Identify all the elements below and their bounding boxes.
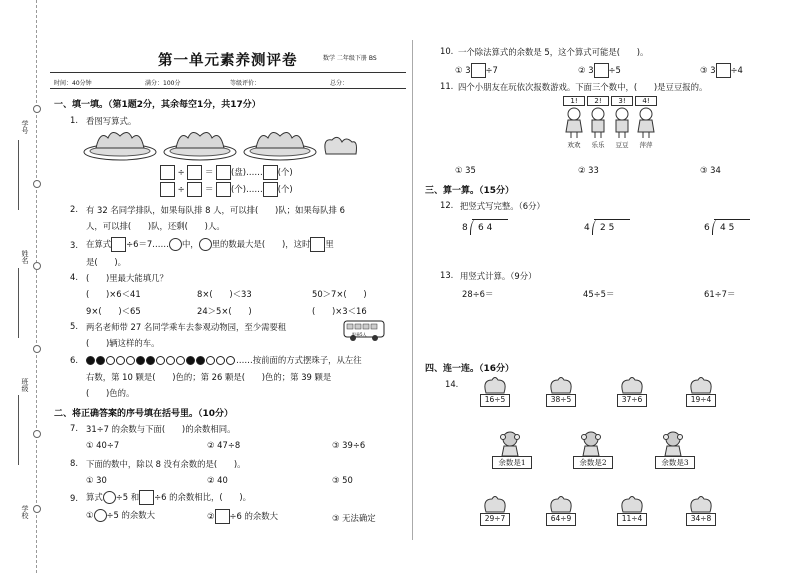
option-number: ① — [455, 65, 463, 75]
answer-box — [594, 63, 609, 78]
question-number: 2. — [70, 204, 78, 214]
header-line — [50, 88, 406, 89]
option[interactable] — [455, 63, 498, 78]
fill-line[interactable] — [18, 140, 19, 210]
peach-card[interactable] — [617, 495, 647, 523]
answer-box[interactable] — [263, 165, 278, 180]
unit-label: (个) — [277, 167, 293, 177]
peach-card[interactable] — [686, 495, 716, 523]
speech-bubble: 1! — [563, 96, 585, 106]
option-text: 3 — [465, 65, 471, 75]
peach-icon — [546, 376, 576, 394]
remainder-label: 余数是1 — [492, 456, 532, 469]
answer-box[interactable] — [187, 182, 202, 197]
question-text: ( )里最大能填几？ — [86, 273, 168, 283]
peach-card[interactable] — [617, 376, 647, 404]
kid-name: 欢欢 — [567, 141, 581, 149]
option-number: ② — [578, 65, 586, 75]
peach-expression: 11÷4 — [617, 513, 647, 526]
question-text: ÷6 的余数相比，( )。 — [154, 492, 252, 502]
unit-label: (盘)…… — [231, 167, 263, 177]
kid-name: 豆豆 — [615, 141, 629, 149]
question-text: ……按前面的方式摆珠子，从左往 — [236, 355, 362, 365]
question-text: 右数，第 10 颗是( )色的；第 26 颗是( )色的；第 39 颗是 — [86, 372, 332, 382]
black-bead-icon — [86, 356, 95, 365]
peach-plates-image — [82, 126, 382, 162]
peach-icon — [617, 495, 647, 513]
peach-card[interactable] — [480, 376, 510, 404]
peach-icon — [546, 495, 576, 513]
question-number: 9. — [70, 493, 78, 503]
section-heading: 一、填一填。（第1题2分，其余每空1分，共17分） — [54, 100, 261, 110]
option-number: ② — [207, 511, 215, 521]
black-bead-icon — [186, 356, 195, 365]
question-text: 有 32 名同学排队，如果每队排 8 人，可以排( )队；如果每队排 6 — [86, 205, 345, 215]
option[interactable]: ① 40÷7 — [86, 440, 120, 450]
answer-box — [215, 509, 230, 524]
question-number: 14. — [445, 379, 459, 389]
question-text: 是( )。 — [86, 257, 127, 267]
remainder-label: 余数是3 — [655, 456, 695, 469]
question-number: 8. — [70, 458, 78, 468]
question-text: 四个小朋友在玩依次报数游戏。下面三个数中，( )是豆豆报的。 — [458, 82, 708, 92]
binding-line — [36, 0, 37, 573]
peach-expression: 19÷4 — [686, 394, 716, 407]
option-text: 3 — [588, 65, 594, 75]
inequality-item: ( )×6＜41 — [86, 289, 141, 299]
speech-bubble: 4! — [635, 96, 657, 106]
question-number: 7. — [70, 423, 78, 433]
answer-box[interactable] — [111, 237, 126, 252]
binding-hole — [33, 505, 41, 513]
white-bead-icon — [106, 356, 115, 365]
binding-hole — [33, 180, 41, 188]
fill-line[interactable] — [18, 395, 19, 465]
division-bar — [594, 219, 630, 220]
calc-item[interactable]: 28÷6＝ — [462, 289, 494, 299]
header-line — [50, 72, 406, 73]
answer-box — [716, 63, 731, 78]
answer-circle[interactable] — [103, 491, 116, 504]
peach-expression: 37÷6 — [617, 394, 647, 407]
kid-figure — [563, 96, 585, 149]
grade-label: 等级评价： — [230, 80, 261, 87]
question-number: 4. — [70, 272, 78, 282]
child-icon — [635, 106, 657, 138]
question-text: 里 — [325, 239, 334, 249]
monkey-icon — [492, 430, 528, 456]
monkey-icon — [573, 430, 609, 456]
option-text: ÷5 — [608, 65, 621, 75]
question-number: 10. — [440, 46, 454, 56]
question-number: 3. — [70, 240, 78, 250]
question-9 — [86, 490, 251, 505]
divisor: 6 — [704, 223, 710, 233]
option[interactable]: ③ 无法确定 — [332, 513, 376, 523]
fill-line[interactable] — [18, 268, 19, 338]
plate-icon — [164, 132, 236, 160]
inequality-item: 9×( )＜65 — [86, 306, 141, 316]
peach-expression: 34÷8 — [686, 513, 716, 526]
peach-card[interactable] — [546, 495, 576, 523]
black-bead-icon — [146, 356, 155, 365]
question-number: 1. — [70, 115, 78, 125]
answer-circle[interactable] — [199, 238, 212, 251]
unit-label: (个)…… — [231, 184, 263, 194]
question-text: 看图写算式。 — [86, 116, 137, 126]
answer-box[interactable] — [216, 165, 231, 180]
option[interactable]: ① 35 — [455, 165, 476, 175]
white-bead-icon — [206, 356, 215, 365]
answer-circle — [94, 509, 107, 522]
white-bead-icon — [176, 356, 185, 365]
option-text: ÷6 的余数大 — [229, 511, 279, 521]
kid-figure — [611, 96, 633, 149]
total-label: 总分： — [330, 80, 349, 87]
peach-icon — [686, 495, 716, 513]
column-divider — [412, 40, 413, 540]
answer-box — [471, 63, 486, 78]
peach-icon — [480, 376, 510, 394]
kid-name: 乐乐 — [591, 141, 605, 149]
speech-bubble: 2! — [587, 96, 609, 106]
question-text: 两名老师带 27 名同学乘车去参观动物园，至少需要租 — [86, 322, 287, 332]
monkey-card[interactable] — [573, 430, 613, 467]
dividend: 4 5 — [720, 223, 735, 233]
page-title: 第一单元素养测评卷 — [158, 52, 298, 69]
option[interactable]: ③ 39÷6 — [332, 440, 366, 450]
child-icon — [611, 106, 633, 138]
question-text: 一个除法算式的余数是 5，这个算式可能是( )。 — [458, 47, 649, 57]
division-bracket — [592, 219, 599, 235]
binding-hole — [33, 262, 41, 270]
plate-icon — [84, 132, 156, 160]
peach-icon — [480, 495, 510, 513]
division-bracket — [470, 219, 477, 235]
question-text: 在算式 — [86, 239, 112, 249]
monkey-card[interactable] — [655, 430, 695, 467]
division-bracket — [712, 219, 719, 235]
division-bar — [714, 219, 750, 220]
peach-icon — [617, 376, 647, 394]
kid-figure — [635, 96, 657, 149]
binding-school: 学校 — [21, 505, 29, 519]
question-text: 人，可以排( )队，还剩( )人。 — [86, 221, 225, 231]
option-text: ÷5 的余数大 — [106, 510, 156, 520]
option-text: 3 — [710, 65, 716, 75]
binding-class: 班级 — [21, 378, 29, 392]
option-number: ① — [86, 510, 94, 520]
bus-label: 限乘5人 — [352, 332, 367, 337]
answer-box[interactable] — [187, 165, 202, 180]
peach-expression: 29÷7 — [480, 513, 510, 526]
child-icon — [563, 106, 585, 138]
option[interactable]: ② 33 — [578, 165, 599, 175]
answer-box[interactable] — [139, 490, 154, 505]
question-number: 11. — [440, 81, 454, 91]
score-label: 满分：100分 — [145, 80, 181, 87]
dividend: 2 5 — [600, 223, 615, 233]
question-number: 13. — [440, 270, 454, 280]
binding-hole — [33, 105, 41, 113]
option[interactable]: ③ 50 — [332, 475, 353, 485]
white-bead-icon — [216, 356, 225, 365]
black-bead-icon — [136, 356, 145, 365]
white-bead-icon — [126, 356, 135, 365]
option[interactable]: ③ 34 — [700, 165, 721, 175]
option-text: ÷7 — [485, 65, 498, 75]
question-text: 下面的数中，除以 8 没有余数的是( )。 — [86, 459, 246, 469]
equation-row-1: ÷ ＝ (盘)…… (个) — [160, 165, 293, 180]
binding-name: 姓名 — [21, 250, 29, 264]
kid-figure — [587, 96, 609, 149]
option[interactable] — [207, 509, 278, 524]
peach-expression: 64÷9 — [546, 513, 576, 526]
option[interactable]: ② 40 — [207, 475, 228, 485]
subject-label: 数学 二年级下册 BS — [323, 55, 377, 62]
section-heading: 四、连一连。（16分） — [425, 364, 515, 374]
option-number: ③ — [700, 65, 708, 75]
dividend: 6 4 — [478, 223, 493, 233]
peach-expression: 16÷5 — [480, 394, 510, 407]
section-heading: 三、算一算。（15分） — [425, 186, 515, 196]
equation-row-2: ÷ ＝ (个)…… (个) — [160, 182, 293, 197]
peach-expression: 38÷5 — [546, 394, 576, 407]
unit-label: (个) — [277, 184, 293, 194]
question-text: 算式 — [86, 492, 103, 502]
calc-item[interactable]: 61÷7＝ — [704, 289, 736, 299]
question-text: ÷6＝7…… — [126, 239, 169, 249]
inequality-item: 50＞7×( ) — [312, 289, 367, 299]
white-bead-icon — [226, 356, 235, 365]
remainder-label: 余数是2 — [573, 456, 613, 469]
option[interactable] — [578, 63, 621, 78]
peach-card[interactable] — [686, 376, 716, 404]
binding-hole — [33, 430, 41, 438]
binding-hole — [33, 345, 41, 353]
divisor: 8 — [462, 223, 468, 233]
peach-card[interactable] — [480, 495, 510, 523]
speech-bubble: 3! — [611, 96, 633, 106]
question-text: 中， — [181, 239, 199, 249]
bead-pattern — [86, 354, 362, 366]
divisor: 4 — [584, 223, 590, 233]
answer-box[interactable] — [216, 182, 231, 197]
kid-name: 萍萍 — [639, 141, 653, 149]
inequality-item: ( )×3＜16 — [312, 306, 367, 316]
inequality-item: 8×( )＜33 — [197, 289, 252, 299]
option[interactable]: ① 30 — [86, 475, 107, 485]
question-text: ( )色的。 — [86, 388, 135, 398]
question-text: 把竖式写完整。（6分） — [460, 201, 545, 211]
peach-icon — [325, 137, 357, 154]
option[interactable]: ② 47÷8 — [207, 440, 241, 450]
question-3 — [86, 237, 334, 252]
question-text: ÷5 和 — [115, 492, 140, 502]
option[interactable] — [86, 509, 155, 522]
monkey-icon — [655, 430, 691, 456]
answer-circle[interactable] — [169, 238, 182, 251]
question-text: 31÷7 的余数与下面( )的余数相同。 — [86, 424, 236, 434]
question-text: 用竖式计算。（9分） — [460, 271, 537, 281]
binding-student-number: 学号 — [21, 120, 29, 134]
monkey-card[interactable] — [492, 430, 532, 467]
black-bead-icon — [196, 356, 205, 365]
question-number: 6. — [70, 355, 78, 365]
child-icon — [587, 106, 609, 138]
answer-box[interactable] — [263, 182, 278, 197]
answer-box[interactable] — [160, 165, 175, 180]
question-number: 5. — [70, 321, 78, 331]
section-heading: 二、将正确答案的序号填在括号里。（10分） — [54, 409, 234, 419]
calc-item[interactable]: 45÷5＝ — [583, 289, 615, 299]
white-bead-icon — [116, 356, 125, 365]
question-text: 里的数最大是( )，这时 — [211, 239, 311, 249]
bus-icon — [342, 318, 386, 344]
inequality-item: 24＞5×( ) — [197, 306, 252, 316]
white-bead-icon — [166, 356, 175, 365]
option-text: ÷4 — [730, 65, 743, 75]
question-text: ( )辆这样的车。 — [86, 338, 160, 348]
answer-box[interactable] — [310, 237, 325, 252]
answer-box[interactable] — [160, 182, 175, 197]
time-label: 时间：40分钟 — [54, 80, 92, 87]
peach-card[interactable] — [546, 376, 576, 404]
plate-icon — [244, 132, 316, 160]
question-number: 12. — [440, 200, 454, 210]
option[interactable] — [700, 63, 743, 78]
peach-icon — [686, 376, 716, 394]
white-bead-icon — [156, 356, 165, 365]
division-bar — [472, 219, 508, 220]
black-bead-icon — [96, 356, 105, 365]
